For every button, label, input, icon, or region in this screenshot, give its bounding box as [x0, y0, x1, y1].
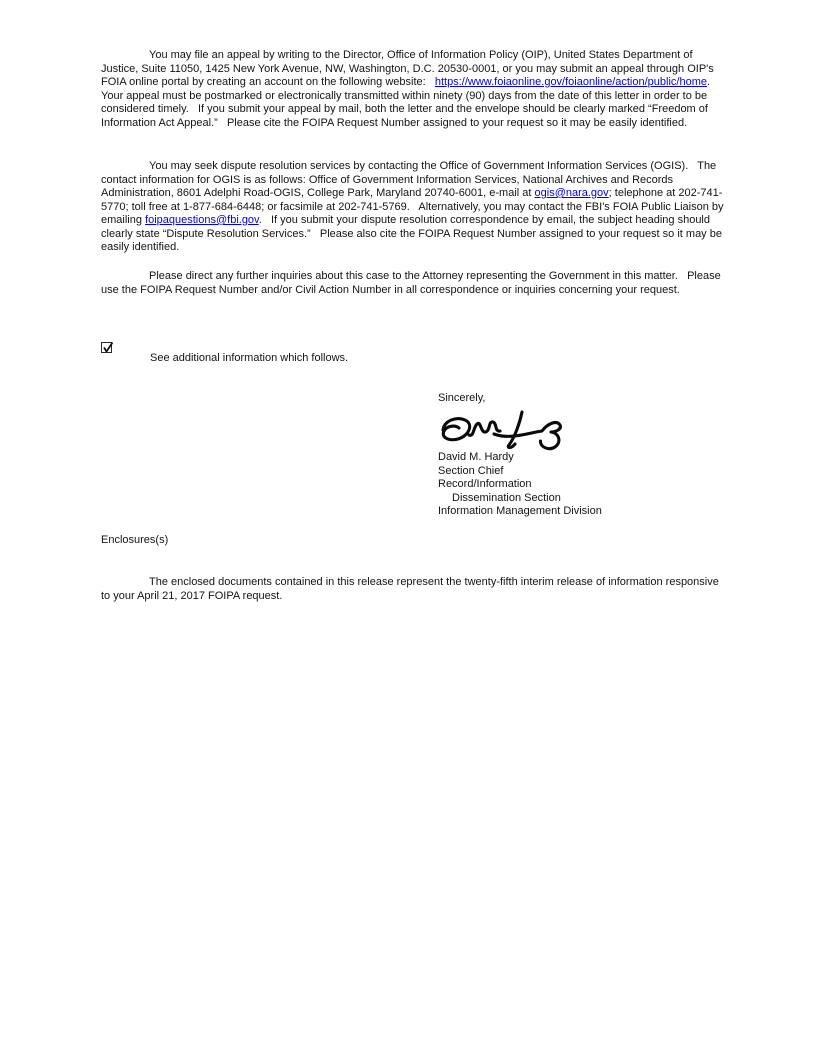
text-segment: You may seek dispute resolution services by contacting the Office of Government Information Services (OGIS). The contact information for OGIS is as follows: Office of Government Information Services, National Archives and Records Administration, 8601 Adelphi Road-OGIS, College Park, Maryland 20740-6001, e-mail at [101, 160, 720, 199]
paragraph-inquiries [101, 270, 725, 297]
hyperlink[interactable]: https://www.foiaonline.gov/foiaonline/action/public/home [434, 76, 707, 88]
signer-name: David M. Hardy [438, 451, 514, 463]
text-segment: ; telephone at 202-741-5770; toll free at 1-877-684-6448; or facsimile at 202-741-5769. Alternatively, you may contact the FBI's FOIA Public Liaison by emailing [101, 187, 727, 226]
checkmark-icon [102, 340, 115, 354]
text-segment: The enclosed documents contained in this release represent the twenty-fifth interim release of information responsive to your April 21, 2017 FOIPA request. [101, 576, 722, 602]
hyperlink[interactable]: ogis@nara.gov [534, 187, 609, 199]
paragraph-appeal [101, 49, 725, 130]
additional-info-checkbox[interactable] [101, 342, 112, 353]
additional-info-label: See additional information which follows. [150, 352, 349, 364]
enclosures-label: Enclosures(s) [101, 534, 169, 546]
signer-division: Information Management Division [438, 505, 602, 517]
signer-title: Section Chief [438, 464, 504, 477]
signature-image [436, 404, 568, 456]
hyperlink[interactable]: foipaquestions@fbi.gov [145, 214, 259, 226]
text-segment: . If you submit your dispute resolution correspondence by email, the subject heading should clearly state “Dispute Resolution Services.” Please also cite the FOIPA Request Number assigned to your request so it may be easily identified. [101, 214, 726, 253]
text-segment: You may file an appeal by writing to the Director, Office of Information Policy (OIP), United States Department of Justice, Suite 11050, 1425 New York Avenue, NW, Washington, D.C. 20530-0001, or you may submit an appeal through OIP's FOIA online portal by creating an account on the following website: [101, 49, 717, 88]
text-segment: Please direct any further inquiries about this case to the Attorney representing the Government in this matter. Please use the FOIPA Request Number and/or Civil Action Number in all correspondence or inquiries concerning your request. [101, 270, 724, 296]
signer-dept-line1: Record/Information [438, 478, 532, 490]
paragraph-enclosed-documents [101, 576, 725, 603]
paragraph-dispute-resolution [101, 160, 725, 255]
signature-block [438, 451, 602, 519]
text-segment: . Your appeal must be postmarked or electronically transmitted within ninety (90) days from the date of this letter in order to be considered timely. If you submit your appeal by mail, both the letter and the envelope should be clearly marked “Freedom of Information Act Appeal.” Please cite the FOIPA Request Number assigned to your request so it may be easily identified. [101, 76, 720, 129]
signer-dept-line2: Dissemination Section [452, 491, 561, 504]
closing-salutation: Sincerely, [438, 392, 486, 404]
